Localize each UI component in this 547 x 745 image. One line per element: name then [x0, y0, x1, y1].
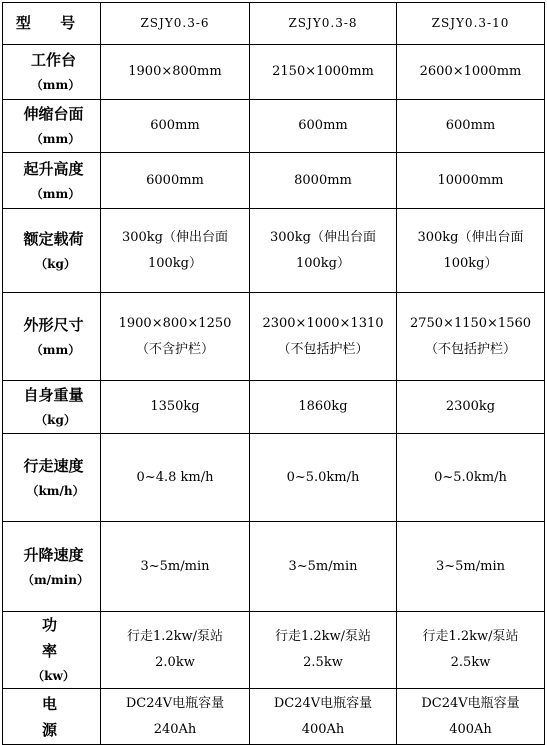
value-cell: [250, 522, 397, 612]
model-label: ZSJY0.3-10: [431, 16, 510, 30]
param-unit: （mm）: [30, 78, 81, 92]
value-cell: [397, 45, 545, 100]
param-name: 电 源: [41, 694, 75, 739]
param-cell: [3, 689, 101, 745]
param-unit: （kw）: [32, 669, 75, 683]
value-text: 0~5.0km/h: [434, 469, 507, 485]
value-cell: [397, 293, 545, 381]
value-text: 6000mm: [146, 172, 204, 188]
param-unit: （kg）: [35, 256, 76, 271]
value-cell: [101, 45, 250, 100]
value-text: 10000mm: [437, 172, 504, 188]
value-cell: [250, 612, 397, 689]
model-label: ZSJY0.3-6: [140, 16, 210, 30]
value-text: 100kg）: [147, 255, 202, 271]
value-cell: [250, 45, 397, 100]
model-cell: [397, 3, 545, 45]
value-cell: [397, 689, 545, 745]
value-text: 行走1.2kw/泵站: [274, 629, 372, 644]
value-text: 2750×1150×1560: [409, 315, 532, 331]
value-text: 0~5.0km/h: [286, 469, 360, 485]
value-text: 2300kg: [445, 399, 496, 414]
header-name: 型 号: [15, 13, 88, 32]
value-text: 1860kg: [298, 399, 348, 414]
value-cell: [101, 381, 250, 434]
value-cell: [101, 293, 250, 381]
value-text: 300kg（伸出台面: [417, 229, 524, 245]
model-cell: [101, 3, 250, 45]
value-text: 2.5kw: [450, 655, 491, 670]
value-text: 8000mm: [294, 172, 352, 188]
value-text: 100kg）: [443, 255, 498, 271]
table-row: [3, 45, 545, 100]
table-row: [3, 153, 545, 209]
value-text: 600mm: [150, 118, 200, 133]
value-text: DC24V电瓶容量: [273, 695, 373, 711]
table-row: [3, 612, 545, 689]
value-cell: [101, 689, 250, 745]
value-cell: [397, 522, 545, 612]
value-text: 行走1.2kw/泵站: [126, 629, 224, 644]
param-name: 伸缩台面: [23, 105, 84, 123]
value-text: 1900×800mm: [128, 64, 222, 79]
param-name: 起升高度: [23, 159, 84, 178]
param-name: 外形尺寸: [23, 315, 84, 334]
table-row: [3, 209, 545, 293]
value-cell: [397, 612, 545, 689]
value-text: 2600×1000mm: [419, 64, 522, 79]
value-text: 0~4.8 km/h: [136, 469, 214, 485]
value-text: （不包括护栏）: [424, 341, 516, 357]
model-cell: [250, 3, 397, 45]
param-cell: [3, 209, 101, 293]
param-name: 工作台: [30, 51, 76, 69]
value-text: 2150×1000mm: [272, 64, 374, 79]
param-cell: [3, 612, 101, 689]
value-text: 2.0kw: [155, 655, 195, 670]
value-cell: [397, 434, 545, 522]
value-cell: [250, 381, 397, 434]
param-cell: [3, 100, 101, 153]
param-unit: （mm）: [30, 342, 81, 357]
param-unit: （kg）: [35, 413, 76, 427]
param-name: 自身重量: [23, 386, 84, 404]
spec-table: [2, 2, 545, 745]
param-unit: （m/min）: [21, 572, 90, 587]
value-text: 300kg（伸出台面: [269, 229, 376, 245]
table-row: [3, 434, 545, 522]
value-cell: [101, 434, 250, 522]
value-cell: [101, 100, 250, 153]
value-text: 3~5m/min: [288, 558, 358, 574]
value-cell: [101, 153, 250, 209]
table-row: [3, 100, 545, 153]
value-text: 600mm: [298, 118, 348, 133]
value-text: （不包括护栏）: [277, 341, 369, 357]
value-cell: [101, 209, 250, 293]
param-name: 行走速度: [23, 456, 84, 475]
value-text: （不含护栏）: [135, 341, 214, 357]
param-cell: [3, 153, 101, 209]
value-text: 行走1.2kw/泵站: [422, 629, 519, 644]
value-cell: [250, 293, 397, 381]
param-unit: （km/h）: [26, 483, 85, 498]
table-row: [3, 522, 545, 612]
value-cell: [397, 209, 545, 293]
value-text: 2300×1000×1310: [262, 315, 384, 331]
param-cell: [3, 293, 101, 381]
value-cell: [397, 153, 545, 209]
param-name: 升降速度: [23, 545, 84, 564]
value-text: 3~5m/min: [436, 558, 505, 574]
header-name-cell: [3, 3, 101, 45]
value-text: 600mm: [445, 118, 496, 133]
param-unit: （mm）: [30, 132, 81, 146]
table-row: [3, 689, 545, 745]
value-cell: [397, 100, 545, 153]
value-text: 400Ah: [449, 721, 492, 737]
value-text: 300kg（伸出台面: [121, 229, 228, 245]
value-text: 3~5m/min: [140, 558, 210, 574]
value-cell: [250, 100, 397, 153]
value-text: 100kg）: [295, 255, 350, 271]
param-cell: [3, 522, 101, 612]
param-cell: [3, 381, 101, 434]
value-text: 400Ah: [301, 721, 345, 737]
header-row: [3, 3, 545, 45]
value-text: 1350kg: [150, 399, 200, 414]
param-unit: （mm）: [30, 186, 81, 201]
param-cell: [3, 434, 101, 522]
param-cell: [3, 45, 101, 100]
value-text: DC24V电瓶容量: [421, 695, 520, 711]
value-cell: [250, 153, 397, 209]
value-cell: [101, 522, 250, 612]
value-text: 2.5kw: [303, 655, 343, 670]
value-text: 1900×800×1250: [118, 315, 232, 331]
value-cell: [397, 381, 545, 434]
value-cell: [250, 209, 397, 293]
param-name: 额定载荷: [23, 229, 84, 248]
model-label: ZSJY0.3-8: [288, 16, 358, 30]
table-row: [3, 381, 545, 434]
value-text: DC24V电瓶容量: [125, 695, 225, 711]
value-cell: [250, 434, 397, 522]
value-text: 240Ah: [153, 721, 197, 737]
param-name: 功 率: [41, 616, 75, 660]
table-row: [3, 293, 545, 381]
value-cell: [250, 689, 397, 745]
value-cell: [101, 612, 250, 689]
